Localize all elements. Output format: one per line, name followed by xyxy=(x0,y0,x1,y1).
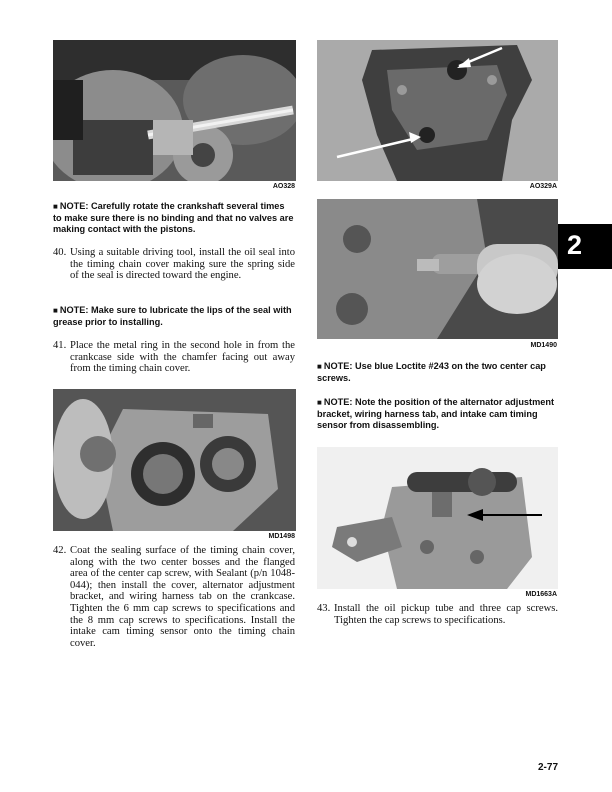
note-square-icon: ■ xyxy=(53,306,58,315)
note-lubricate-seal xyxy=(53,305,295,328)
note-text: NOTE: Use blue Loctite #243 on the two center cap screws. xyxy=(317,361,546,383)
step-number: 40. xyxy=(53,247,67,258)
photo-oil-seal xyxy=(53,389,296,531)
note-square-icon: ■ xyxy=(317,362,322,371)
step-number: 42. xyxy=(53,545,67,556)
note-alternator-bracket xyxy=(317,397,558,432)
figure-caption: MD1498 xyxy=(268,533,295,540)
step-text: Coat the sealing surface of the timing chain cover, along with the two center bosses and the flanged area of the center cap screw, with Sealant (p/n 1048-044); then install the cover, alternator adjustment bracket, and wiring harness tab on the crankcase. Tighten the 6 mm cap screws to specifications and the 8 mm cap screws to specifications. Install the intake cam timing sensor onto the timing chain cover. xyxy=(70,545,295,649)
section-tab xyxy=(558,224,612,269)
note-rotate-crankshaft xyxy=(53,201,295,236)
figure-caption: AO329A xyxy=(529,183,557,190)
step-43 xyxy=(317,603,558,626)
note-text: NOTE: Carefully rotate the crankshaft several times to make sure there is no binding and that no valves are making contact with the pistons. xyxy=(53,201,294,234)
note-square-icon: ■ xyxy=(317,398,322,407)
photo-driving-tool xyxy=(317,199,558,339)
step-text: Install the oil pickup tube and three cap screws. Tighten the cap screws to specifications. xyxy=(334,603,558,626)
photo-installed-cover xyxy=(317,447,558,589)
step-number: 43. xyxy=(317,603,331,614)
note-text: NOTE: Note the position of the alternator adjustment bracket, wiring harness tab, and intake cam timing sensor from disassembling. xyxy=(317,397,555,430)
step-text: Using a suitable driving tool, install the oil seal into the timing chain cover making sure the spring side of the seal is directed toward the engine. xyxy=(70,247,295,282)
note-square-icon: ■ xyxy=(53,202,58,211)
figure-caption: MD1663A xyxy=(525,591,557,598)
step-42 xyxy=(53,545,295,649)
step-number: 41. xyxy=(53,340,67,351)
figure-caption: AO328 xyxy=(272,183,295,190)
note-text: NOTE: Make sure to lubricate the lips of the seal with grease prior to installing. xyxy=(53,305,292,327)
section-tab-number: 2 xyxy=(567,230,583,260)
step-40 xyxy=(53,247,295,282)
photo-crankshaft-rotation xyxy=(53,40,296,181)
step-41 xyxy=(53,340,295,375)
figure-caption: MD1490 xyxy=(530,342,557,349)
note-blue-loctite xyxy=(317,361,558,384)
photo-timing-chain-cover xyxy=(317,40,558,181)
page-number: 2-77 xyxy=(537,762,558,773)
step-text: Place the metal ring in the second hole in from the crankcase side with the chamfer facing out away from the timing chain cover. xyxy=(70,340,295,375)
